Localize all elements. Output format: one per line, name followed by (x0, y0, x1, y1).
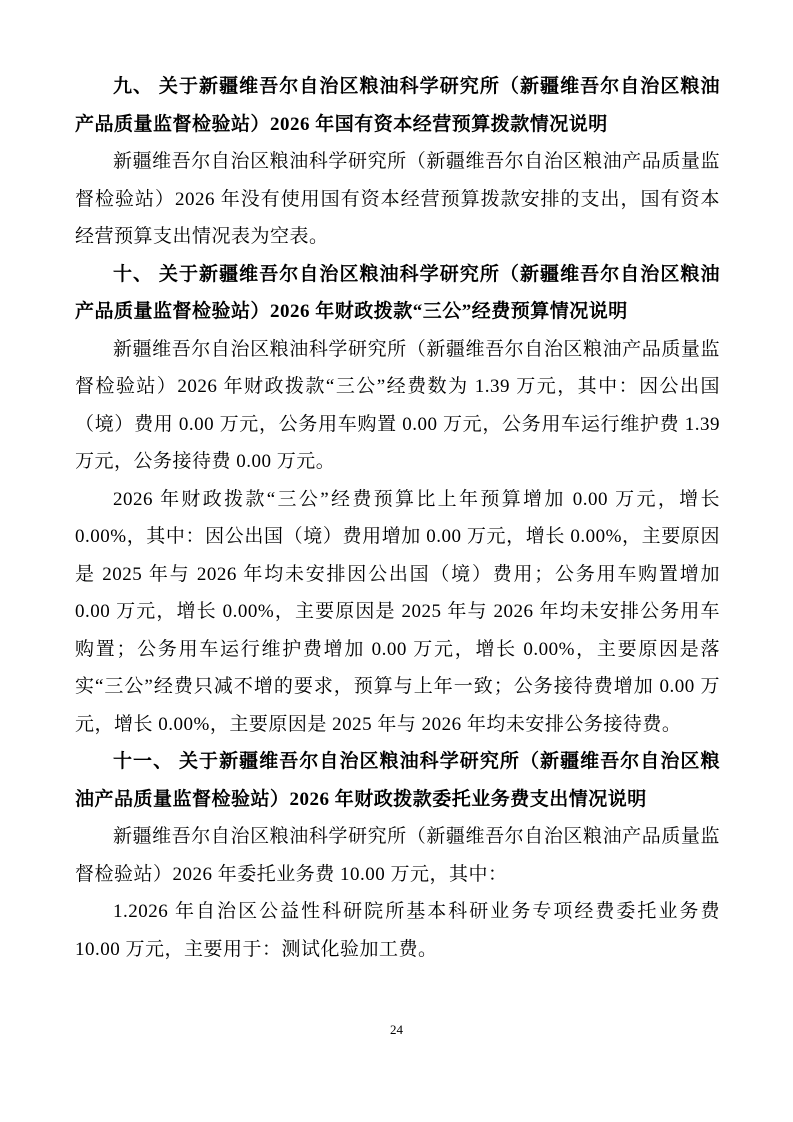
page-number: 24 (390, 1022, 403, 1037)
section-9-paragraph-1: 新疆维吾尔自治区粮油科学研究所（新疆维吾尔自治区粮油产品质量监督检验站）2026 年没有使用国有资本经营预算拨款安排的支出，国有资本经营预算支出情况表为空表。 (75, 151, 720, 247)
section-10-paragraph-1: 新疆维吾尔自治区粮油科学研究所（新疆维吾尔自治区粮油产品质量监督检验站）2026 年财政拨款“三公”经费数为 1.39 万元，其中：因公出国（境）费用 0.00 万元，公务用车购置 0.00 万元，公务用车运行维护费 1.39 万元，公务接待费 0.00 万元。 (75, 338, 720, 472)
document-content (75, 68, 720, 968)
section-9-heading: 九、 关于新疆维吾尔自治区粮油科学研究所（新疆维吾尔自治区粮油产品质量监督检验站）2026 年国有资本经营预算拨款情况说明 (75, 76, 720, 135)
section-11-heading: 十一、 关于新疆维吾尔自治区粮油科学研究所（新疆维吾尔自治区粮油产品质量监督检验站）2026 年财政拨款委托业务费支出情况说明 (75, 751, 720, 810)
section-11-paragraph-1: 新疆维吾尔自治区粮油科学研究所（新疆维吾尔自治区粮油产品质量监督检验站）2026 年委托业务费 10.00 万元，其中： (75, 826, 720, 885)
section-10-paragraph-2: 2026 年财政拨款“三公”经费预算比上年预算增加 0.00 万元，增长 0.00%，其中：因公出国（境）费用增加 0.00 万元，增长 0.00%，主要原因是 2025 年与 2026 年均未安排因公出国（境）费用；公务用车购置增加 0.00 万元，增长 0.00%，主要原因是 2025 年与 2026 年均未安排公务用车购置；公务用车运行维护费增加 0.00 万元，增长 0.00%，主要原因是落实“三公”经费只减不增的要求，预算与上年一致；公务接待费增加 0.00 万元，增长 0.00%，主要原因是 2025 年与 2026 年均未安排公务接待费。 (75, 488, 720, 735)
section-11-paragraph-2: 1.2026 年自治区公益性科研院所基本科研业务专项经费委托业务费 10.00 万元，主要用于：测试化验加工费。 (75, 901, 720, 960)
section-10-heading: 十、 关于新疆维吾尔自治区粮油科学研究所（新疆维吾尔自治区粮油产品质量监督检验站）2026 年财政拨款“三公”经费预算情况说明 (75, 263, 720, 322)
